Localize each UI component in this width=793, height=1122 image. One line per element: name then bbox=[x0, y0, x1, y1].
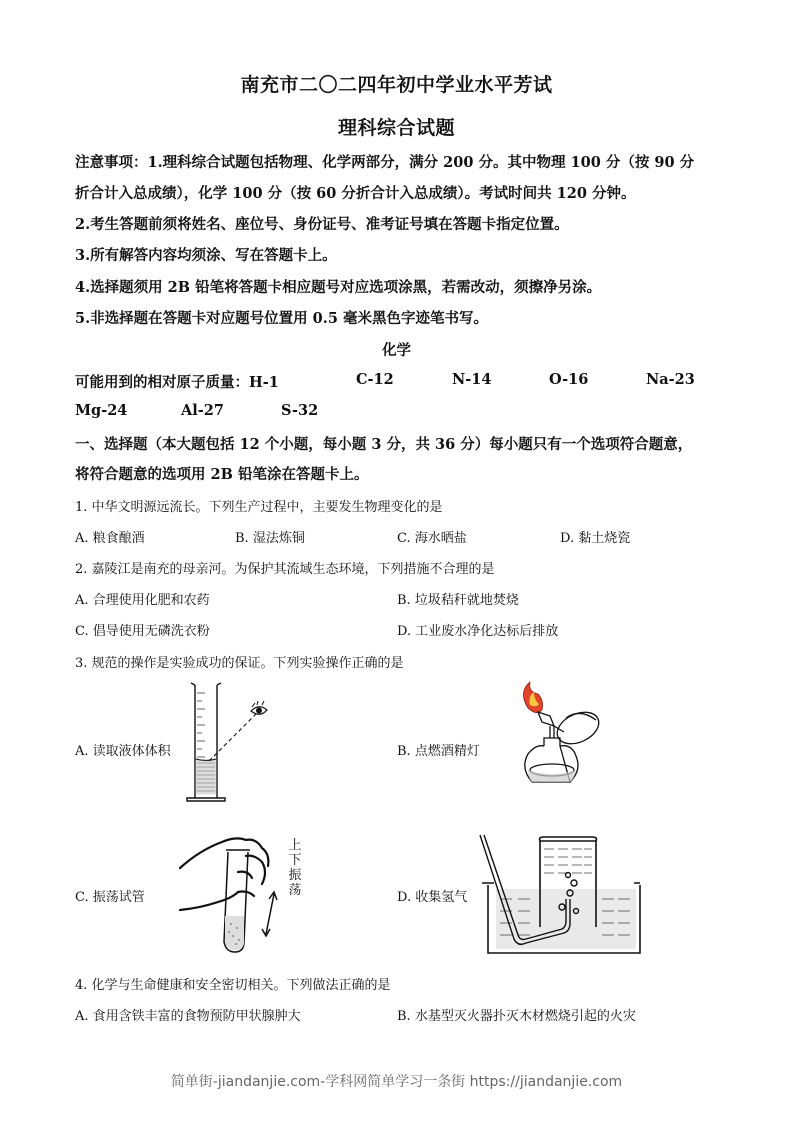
atomic-mass-item: C-12 bbox=[356, 371, 394, 388]
notice-item2: 2.考生答题前须将姓名、座位号、身份证号、准考证号填在答题卡指定位置。 bbox=[75, 216, 569, 233]
question-3-option-b: B. 点燃酒精灯 bbox=[397, 744, 480, 759]
atomic-mass-item: N-14 bbox=[452, 371, 492, 388]
shake-label-char: 荡 bbox=[288, 883, 302, 898]
question-3-option-c: C. 振荡试管 bbox=[75, 890, 145, 905]
atomic-mass-item: O-16 bbox=[549, 371, 589, 388]
question-2-option-d: D. 工业废水净化达标后排放 bbox=[397, 624, 559, 639]
question-2-option-c: C. 倡导使用无磷洗衣粉 bbox=[75, 624, 210, 639]
question-4-option-b: B. 水基型灭火器扑灭木材燃烧引起的火灾 bbox=[397, 1009, 636, 1024]
question-2-option-b: B. 垃圾秸秆就地焚烧 bbox=[397, 593, 519, 608]
question-1-option-d: D. 黏土烧瓷 bbox=[560, 531, 631, 546]
shake-label-char: 振 bbox=[288, 868, 302, 883]
question-1-option-c: C. 海水晒盐 bbox=[397, 531, 467, 546]
atomic-mass-item: S-32 bbox=[281, 402, 319, 419]
question-2-stem: 2. 嘉陵江是南充的母亲河。为保护其流域生态环境，下列措施不合理的是 bbox=[75, 562, 495, 577]
shake-label-char: 下 bbox=[288, 853, 302, 868]
gas-collection-figure bbox=[478, 835, 640, 955]
question-3-option-a: A. 读取液体体积 bbox=[75, 744, 171, 759]
page-title: 南充市二〇二四年初中学业水平芳试 bbox=[240, 74, 553, 96]
question-3-stem: 3. 规范的操作是实验成功的保证。下列实验操作正确的是 bbox=[75, 656, 404, 671]
graduated-cylinder-figure bbox=[183, 683, 283, 805]
atomic-mass-item: Mg-24 bbox=[75, 402, 128, 419]
atomic-mass-item: Na-23 bbox=[646, 371, 695, 388]
atomic-mass-label: 可能用到的相对原子质量：H-1 bbox=[75, 374, 279, 391]
notice-item5: 5.非选择题在答题卡对应题号位置用 0.5 毫米黑色字迹笔书写。 bbox=[75, 310, 488, 327]
question-1-option-b: B. 湿法炼铜 bbox=[235, 531, 305, 546]
part1-instruction-line2: 将符合题意的选项用 2B 铅笔涂在答题卡上。 bbox=[75, 466, 369, 483]
page-subtitle: 理科综合试题 bbox=[337, 117, 455, 139]
section-title: 化学 bbox=[382, 342, 411, 359]
shake-label bbox=[287, 838, 303, 898]
question-3-option-d: D. 收集氢气 bbox=[397, 890, 468, 905]
notice-line1: 注意事项：1.理科综合试题包括物理、化学两部分，满分 200 分。其中物理 100 分（按 90 分 bbox=[75, 154, 695, 171]
notice-item4: 4.选择题须用 2B 铅笔将答题卡相应题号对应选项涂黑，若需改动，须擦净另涂。 bbox=[75, 279, 602, 296]
shake-label-char: 上 bbox=[288, 838, 302, 853]
atomic-mass-item: Al-27 bbox=[181, 402, 224, 419]
question-1-option-a: A. 粮食酿酒 bbox=[75, 531, 145, 546]
part1-instruction-line1: 一、选择题（本大题包括 12 个小题，每小题 3 分，共 36 分）每小题只有一个选项符合题意， bbox=[75, 436, 693, 453]
notice-item3: 3.所有解答内容均须涂、写在答题卡上。 bbox=[75, 247, 337, 264]
question-4-stem: 4. 化学与生命健康和安全密切相关。下列做法正确的是 bbox=[75, 978, 391, 993]
question-4-option-a: A. 食用含铁丰富的食物预防甲状腺肿大 bbox=[75, 1009, 301, 1024]
question-1-stem: 1. 中华文明源远流长。下列生产过程中，主要发生物理变化的是 bbox=[75, 500, 443, 515]
alcohol-lamp-figure bbox=[492, 680, 612, 800]
question-2-option-a: A. 合理使用化肥和农药 bbox=[75, 593, 210, 608]
footer-watermark: 简单街-jiandanjie.com-学科网简单学习一条街 https://jiandanjie.com bbox=[170, 1074, 623, 1090]
notice-line2: 折合计入总成绩），化学 100 分（按 60 分折合计入总成绩）。考试时间共 120 分钟。 bbox=[75, 185, 636, 202]
